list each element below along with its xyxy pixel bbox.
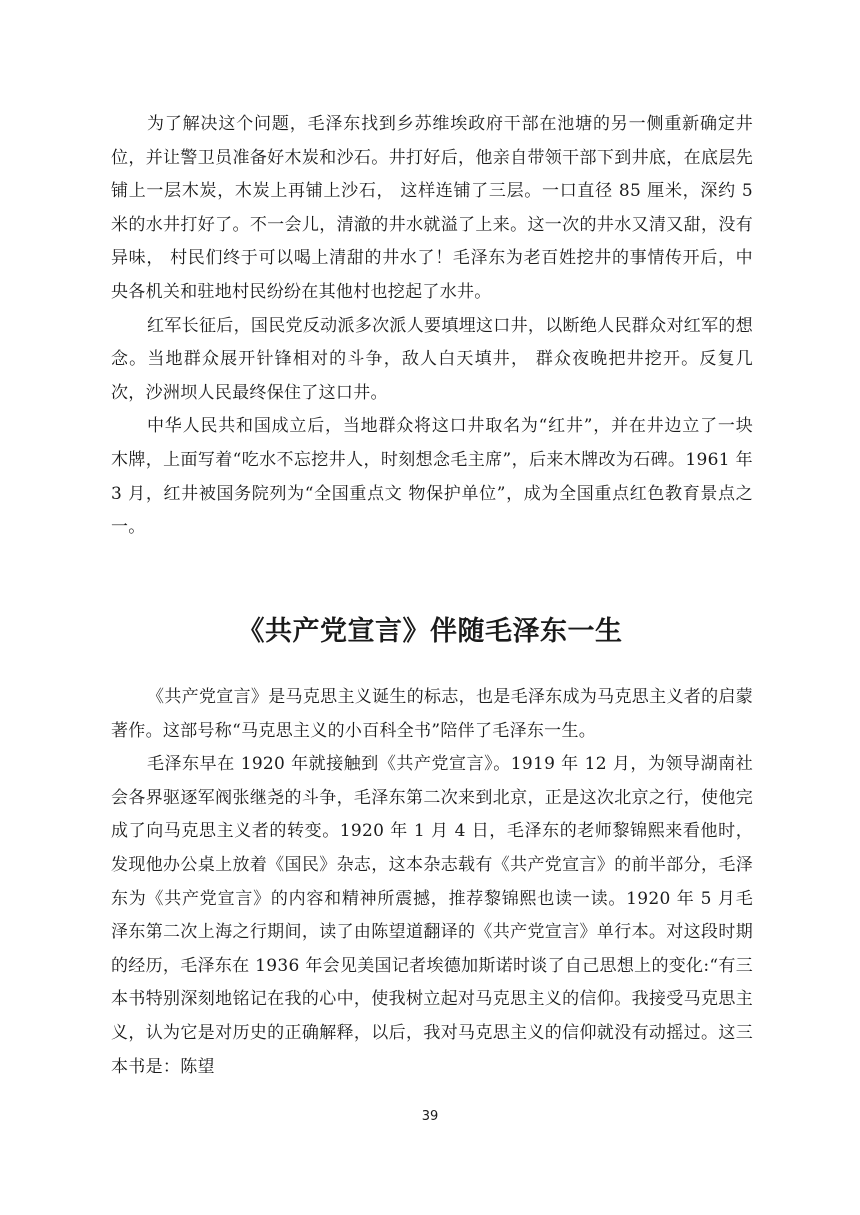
- paragraph: 红军长征后，国民党反动派多次派人要填埋这口井，以断绝人民群众对红军的想念。当地群众展开针锋相对的斗争，敌人白天填井， 群众夜晚把井挖开。反复几次，沙洲坝人民最终保住了这口井。: [111, 315, 753, 403]
- section-title: 《共产党宣言》伴随毛泽东一生: [237, 616, 623, 647]
- paragraph: 毛泽东早在 1920 年就接触到《共产党宣言》。1919 年 12 月，为领导湖南社会各界驱逐军阀张继尧的斗争，毛泽东第二次来到北京，正是这次北京之行，使他完成了向马克思主义者的转变。1920 年 1 月 4 日，毛泽东的老师黎锦熙来看他时，发现他办公桌上放着《国民》杂志，这本杂志载有《共产党宣言》的前半部分，毛泽东为《共产党宣言》的内容和精神所震撼，推荐黎锦熙也读一读。1920 年 5 月毛泽东第二次上海之行期间，读了由陈望道翻译的《共产党宣言》单行本。对这段时期的经历，毛泽东在 1936 年会见美国记者埃德加斯诺时谈了自己思想上的变化:“有三本书特别深刻地铭记在我的心中，使我树立起对马克思主义的信仰。我接受马克思主义，认为它是对历史的正确解释，以后，我对马克思主义的信仰就没有动摇过。这三本书是：陈望: [111, 754, 753, 1077]
- paragraph: 为了解决这个问题，毛泽东找到乡苏维埃政府干部在池塘的另一侧重新确定井位，并让警卫员准备好木炭和沙石。井打好后，他亲自带领干部下到井底，在底层先铺上一层木炭，木炭上再铺上沙石， 这样连铺了三层。一口直径 85 厘米，深约 5 米的水井打好了。不一会儿，清澈的井水就溢了上来。这一次的井水又清又甜，没有异味， 村民们终于可以喝上清甜的井水了！毛泽东为老百姓挖井的事情传开后，中央各机关和驻地村民纷纷在其他村也挖起了水井。: [111, 114, 753, 302]
- section-red-well-text: [111, 108, 753, 545]
- paragraph: 《共产党宣言》是马克思主义诞生的标志，也是毛泽东成为马克思主义者的启蒙著作。这部号称“马克思主义的小百科全书”陪伴了毛泽东一生。: [111, 687, 753, 741]
- section-manifesto-text: [111, 681, 753, 1084]
- paragraph: 中华人民共和国成立后，当地群众将这口井取名为“红井”，并在井边立了一块木牌，上面写着“吃水不忘挖井人，时刻想念毛主席”，后来木牌改为石碑。1961 年3 月，红井被国务院列为“全国重点文 物保护单位”，成为全国重点红色教育景点之一。: [111, 416, 753, 538]
- page-number: 39: [421, 1109, 439, 1124]
